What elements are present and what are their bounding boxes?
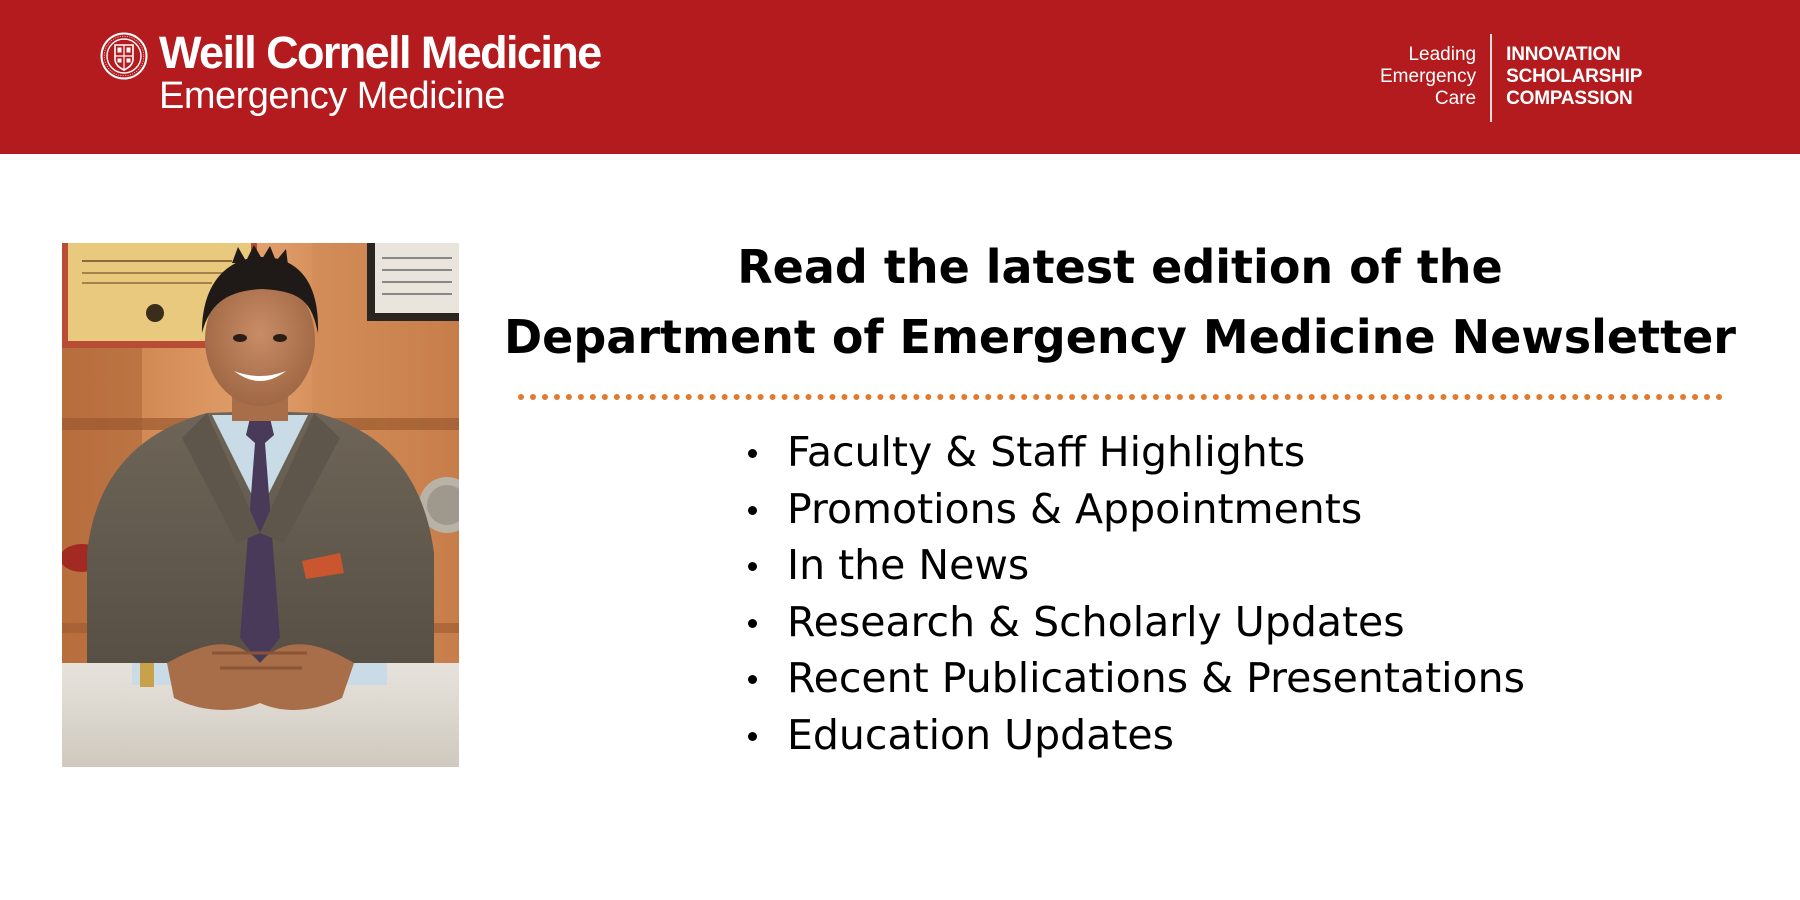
tagline — [1380, 34, 1642, 122]
tagline-divider — [1490, 34, 1492, 122]
tagline-left-line: Care — [1434, 88, 1477, 109]
headline-line-2: Department of Emergency Medicine Newsletter — [504, 310, 1736, 364]
bullet-icon — [748, 619, 757, 628]
bullet-icon — [748, 449, 757, 458]
topic-label: Recent Publications & Presentations — [787, 654, 1525, 702]
bullet-icon — [748, 732, 757, 741]
bullet-icon — [748, 506, 757, 515]
topic-label: In the News — [787, 541, 1030, 589]
tagline-right — [1492, 34, 1642, 122]
tagline-value: SCHOLARSHIP — [1506, 66, 1643, 87]
headline-line-1: Read the latest edition of the — [737, 240, 1503, 294]
topic-label: Education Updates — [787, 710, 1174, 759]
brand-subtitle: Emergency Medicine — [159, 75, 505, 117]
tagline-value: COMPASSION — [1506, 88, 1633, 109]
tagline-left — [1380, 34, 1490, 122]
tagline-value: INNOVATION — [1506, 44, 1621, 65]
topic-label: Promotions & Appointments — [787, 484, 1363, 533]
topic-list — [740, 424, 1525, 763]
brand-logo[interactable] — [100, 27, 601, 117]
cornell-seal-icon — [100, 32, 148, 80]
portrait-photo — [62, 243, 459, 767]
topic-item-promotions-appointments — [740, 481, 1525, 538]
tagline-left-line: Emergency — [1380, 66, 1477, 87]
header-bar — [0, 0, 1800, 154]
portrait-image — [62, 243, 459, 767]
topic-item-recent-publications-presentations — [740, 650, 1525, 707]
bullet-icon — [748, 562, 757, 571]
topic-item-faculty-staff-highlights — [740, 424, 1525, 481]
bullet-icon — [748, 675, 757, 684]
brand-title: Weill Cornell Medicine — [159, 27, 601, 78]
topic-item-research-scholarly-updates — [740, 594, 1525, 651]
headline — [500, 232, 1740, 372]
dotted-divider — [518, 394, 1723, 400]
topic-item-in-the-news — [740, 537, 1525, 594]
tagline-left-line: Leading — [1408, 44, 1477, 65]
topic-label: Faculty & Staff Highlights — [787, 428, 1306, 476]
topic-label: Research & Scholarly Updates — [787, 597, 1405, 646]
topic-item-education-updates — [740, 707, 1525, 764]
